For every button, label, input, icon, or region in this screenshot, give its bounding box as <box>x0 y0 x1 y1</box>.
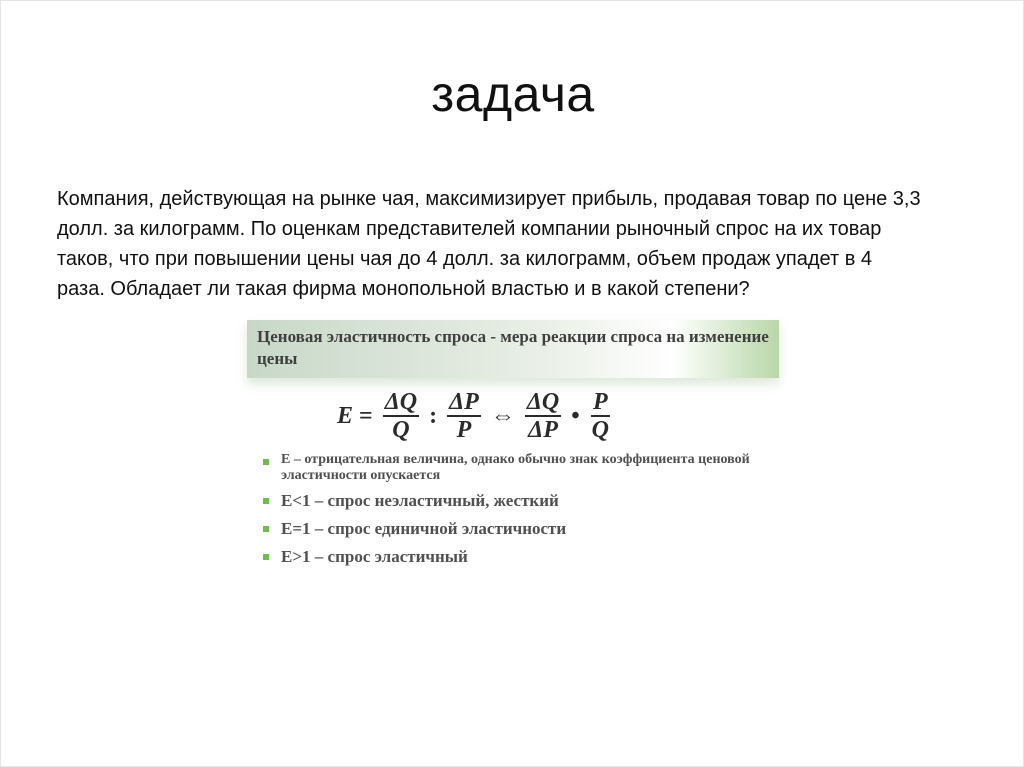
bullet-icon <box>263 554 269 560</box>
fraction-p-q <box>590 389 611 443</box>
fraction-numerator: ΔQ <box>526 389 560 415</box>
bullet-text: Е>1 – спрос эластичный <box>281 547 468 566</box>
slide-title: задача <box>431 66 595 122</box>
formula-divide: : <box>429 402 438 429</box>
fraction-numerator: P <box>592 389 608 415</box>
fraction-dq-dp <box>525 389 561 443</box>
bullet-text: Е<1 – спрос неэластичный, жесткий <box>281 491 559 510</box>
bullet-text: Е=1 – спрос единичной эластичности <box>281 519 567 538</box>
formula-equals: = <box>359 402 373 429</box>
elasticity-formula <box>337 384 615 448</box>
fraction-numerator: ΔP <box>449 389 479 415</box>
fraction-dq-q <box>383 389 419 443</box>
problem-text <box>57 184 977 304</box>
fraction-denominator: Q <box>591 417 609 443</box>
elasticity-formula-image <box>247 320 779 580</box>
formula-times: • <box>571 402 580 429</box>
problem-line: Компания, действующая на рынке чая, максимизирует прибыль, продавая товар по цене 3,3 <box>57 188 921 210</box>
card-heading: Ценовая эластичность спроса - мера реакции спроса на изменение цены <box>257 327 769 368</box>
bullet-icon <box>263 459 269 465</box>
problem-line: раза. Обладает ли такая фирма монопольной властью и в какой степени? <box>57 278 750 300</box>
fraction-denominator: P <box>456 417 472 443</box>
bullet-icon <box>263 526 269 532</box>
bullet-icon <box>263 498 269 504</box>
elasticity-bullet-list <box>261 452 776 574</box>
list-item <box>261 490 776 511</box>
formula-lhs: E <box>337 402 354 429</box>
equivalence-arrow-icon: ⇔ <box>490 402 515 429</box>
problem-line: долл. за килограмм. По оценкам представителей компании рыночный спрос на их товар <box>57 218 882 240</box>
fraction-numerator: ΔQ <box>384 389 418 415</box>
list-item <box>261 452 776 484</box>
fraction-dp-p <box>447 389 481 443</box>
fraction-denominator: Q <box>392 417 410 443</box>
problem-line: таков, что при повышении цены чая до 4 долл. за килограмм, объем продаж упадет в 4 <box>57 248 873 270</box>
bullet-text: Е – отрицательная величина, однако обычно знак коэффициента ценовой эластичности опускается <box>281 452 750 483</box>
list-item <box>261 518 776 539</box>
fraction-denominator: ΔP <box>528 417 558 443</box>
list-item <box>261 546 776 567</box>
